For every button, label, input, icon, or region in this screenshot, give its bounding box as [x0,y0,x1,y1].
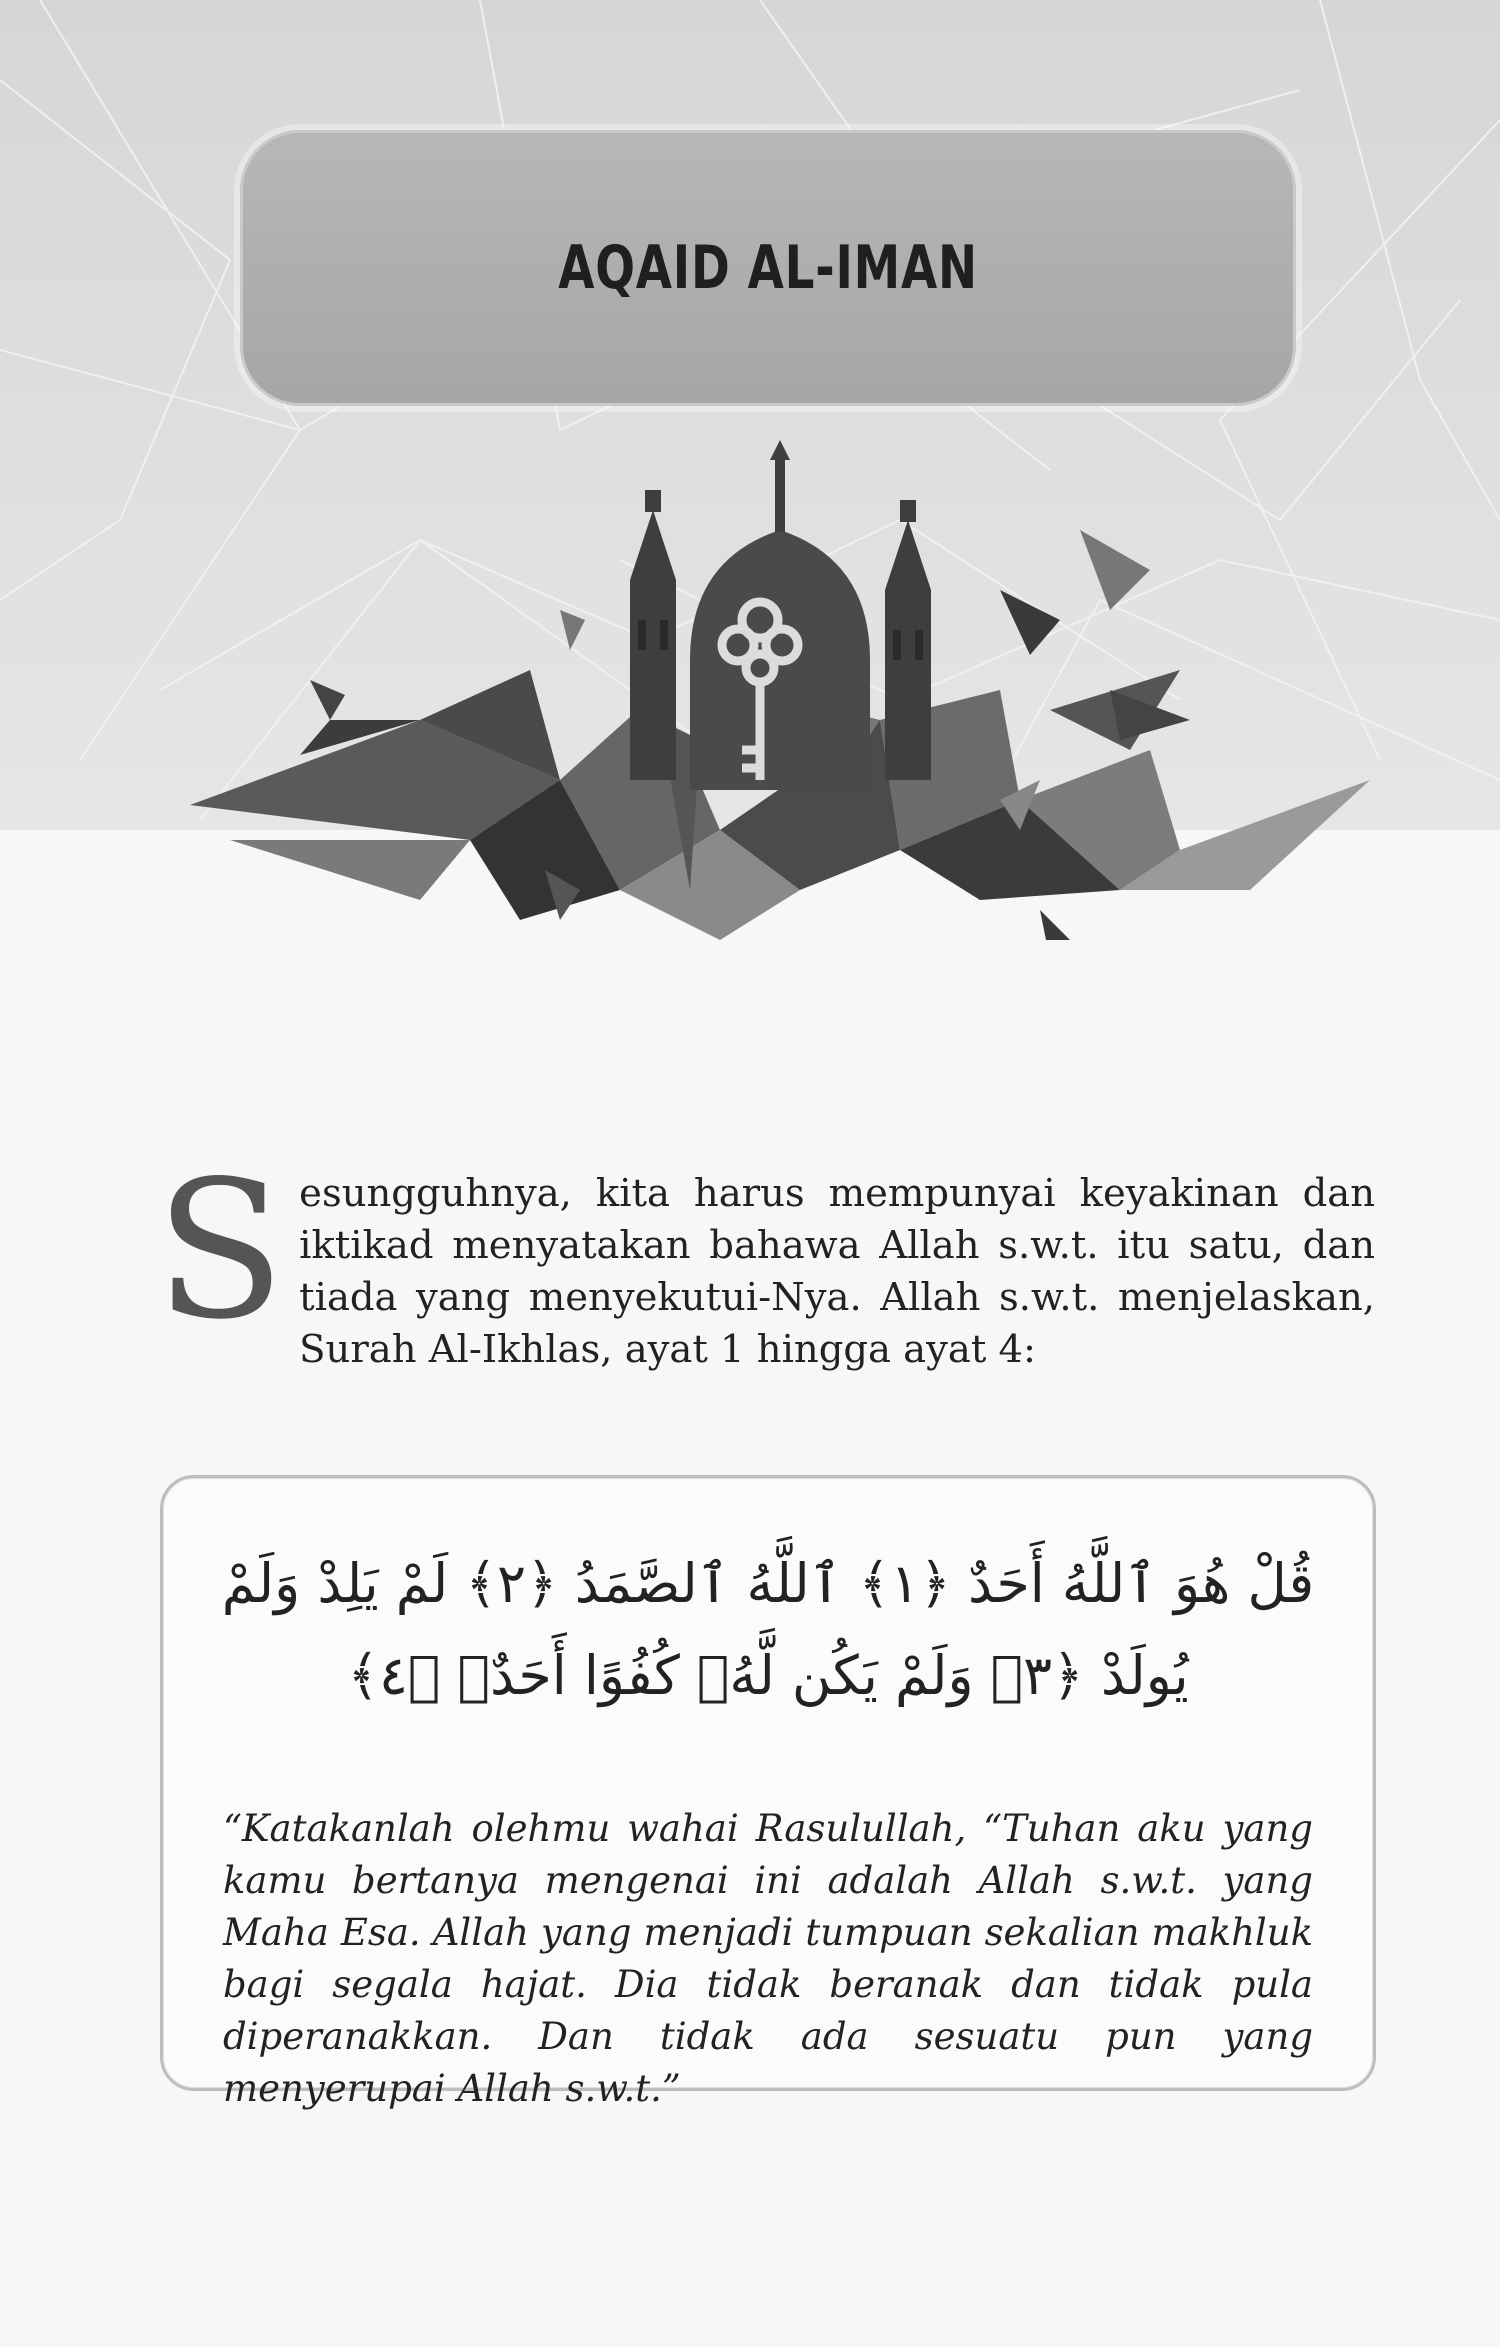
mosque-with-key-icon [0,420,1500,940]
header-band [0,0,1500,830]
page-title: AQAID AL-IMAN [558,233,978,303]
intro-paragraph [155,1140,1375,1376]
drop-cap: S [155,1140,286,1361]
quran-quote-box [160,1475,1376,2110]
arabic-verse: قُلْ هُوَ ٱللَّهُ أَحَدٌ ﴿١﴾ ٱللَّهُ ٱلصَّمَدُ ﴿٢﴾ لَمْ يَلِدْ وَلَمْ يُولَدْ ﴿٣﴾ وَلَمْ يَكُن لَّهُۥ كُفُوًا أَحَدٌۢ ﴿٤﴾ [221,1552,1315,1707]
intro-text: esungguhnya, kita harus mempunyai keyakinan dan iktikad menyatakan bahawa Allah s.w.t. itu satu, dan tiada yang menyekutui-Nya. Allah s.w.t. menjelaskan, Surah Al-Ikhlas, ayat 1 hingga ayat 4: [299,1171,1375,1372]
title-box [240,130,1296,406]
verse-translation: “Katakanlah olehmu wahai Rasulullah, “Tuhan aku yang kamu bertanya mengenai ini adalah Allah s.w.t. yang Maha Esa. Allah yang menjadi tumpuan sekalian makhluk bagi segala hajat. Dia tidak beranak dan tidak pula diperanakkan. Dan tidak ada sesuatu pun yang menyerupai Allah s.w.t.” [223,1807,1313,2110]
